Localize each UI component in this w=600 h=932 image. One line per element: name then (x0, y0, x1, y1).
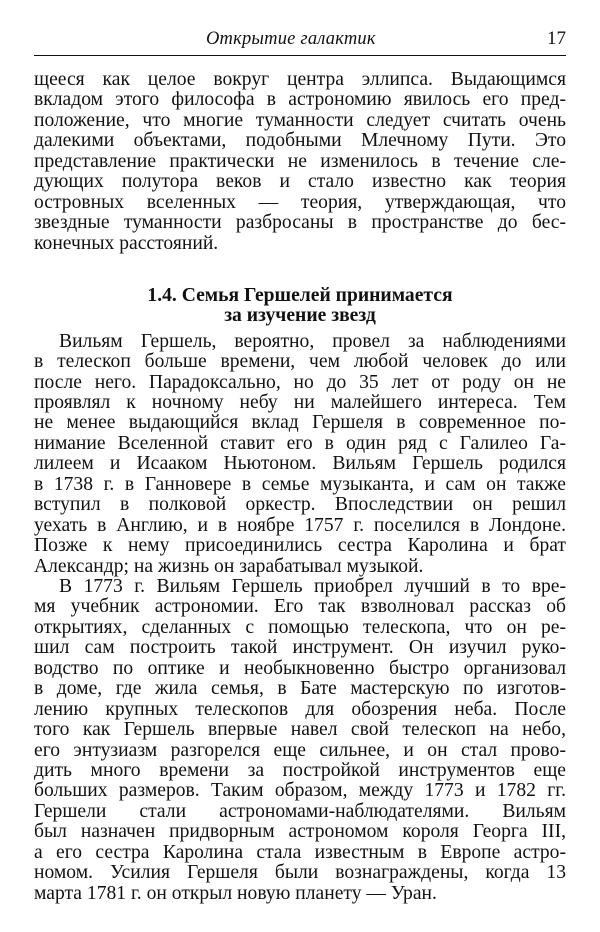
text-line: Вильям Гершель, вероятно, провел за наблюдениями (59, 330, 566, 352)
text-line: щееся как целое вокруг центра эллипса. Выдающимся (34, 69, 566, 90)
section-heading-line-1: 1.4. Семья Гершелей принимается (147, 284, 453, 306)
text-line: конечных расстояний. (34, 232, 219, 254)
text-line: Александр; на жизнь он зарабатывал музыкой. (34, 555, 424, 577)
text-line: марта 1781 г. он открыл новую планету — Уран. (34, 882, 437, 904)
text-line: а его сестра Каролина стала известным в Европе астро- (34, 841, 566, 863)
text-line: положение, что многие туманности следует считать очень (34, 109, 566, 131)
text-line: проявлял к ночному небу ни малейшего интереса. Тем (34, 392, 566, 413)
text-line: звездные туманности разбросаны в пространстве до бес- (34, 212, 566, 234)
running-head (34, 26, 566, 50)
text-line: того как Гершель впервые навел свой телескоп на небо, (34, 719, 566, 740)
text-line: вкладом этого философа в астрономию явилось его пред- (34, 89, 566, 111)
text-line: мя учебник астрономии. Его так взволновал рассказ об (34, 596, 566, 618)
text-line: далекими объектами, подобными Млечному Пути. Это (34, 130, 566, 152)
text-line: лилеем и Исааком Ньютоном. Вильям Гершель родился (34, 453, 566, 475)
text-line: лению крупных телескопов для обозрения неба. После (34, 698, 566, 720)
text-line: водство по оптике и необыкновенно быстро организовал (34, 657, 566, 679)
text-line: Гершели стали астрономами-наблюдателями. Вильям (34, 800, 566, 822)
text-line: после него. Парадоксально, но до 35 лет от роду он не (34, 371, 566, 393)
text-line: дить много времени за постройкой инструментов еще (34, 759, 566, 781)
text-line: нимание Вселенной ставит его в один ряд с Галилео Га- (34, 432, 566, 454)
page-number: 17 (547, 28, 566, 49)
text-line: В 1773 г. Вильям Гершель приобрел лучший в то вре- (59, 575, 566, 597)
text-line: не менее выдающийся вклад Гершеля в современное по- (34, 412, 566, 434)
text-line: шил сам построить такой инструмент. Он изучил руко- (34, 637, 566, 659)
text-line: островных вселенных — теория, утверждающая, что (34, 191, 566, 213)
text-line: в доме, где жила семья, в Бате мастерскую по изготов- (34, 678, 566, 700)
text-line: вступил в полковой оркестр. Впоследствии он решил (34, 494, 566, 516)
running-title: Открытие галактик (206, 29, 376, 49)
section-heading-line-2: за изучение звезд (224, 305, 376, 327)
text-line: больших размеров. Таким образом, между 1773 и 1782 гг. (34, 780, 566, 802)
text-line: открытиях, сделанных с помощью телескопа, что он ре- (34, 616, 566, 638)
text-line: представление практически не изменилось в течение сле- (34, 150, 566, 172)
text-line: был назначен придворным астрономом короля Георга III, (34, 821, 566, 843)
text-line: в 1738 г. в Ганновере в семье музыканта, и сам он также (34, 473, 566, 495)
text-line: номом. Усилия Гершеля были вознаграждены, когда 13 (34, 862, 566, 884)
text-line: его энтузиазм разгорелся еще сильнее, и он стал прово- (34, 739, 566, 761)
header-rule (34, 55, 566, 56)
text-line: дующих полутора веков и стало известно как теория (34, 171, 566, 193)
text-line: в телескоп больше времени, чем любой человек до или (34, 351, 566, 373)
text-line: Позже к нему присоединились сестра Каролина и брат (34, 535, 566, 557)
text-line: уехать в Англию, и в ноябре 1757 г. поселился в Лондоне. (34, 514, 566, 536)
